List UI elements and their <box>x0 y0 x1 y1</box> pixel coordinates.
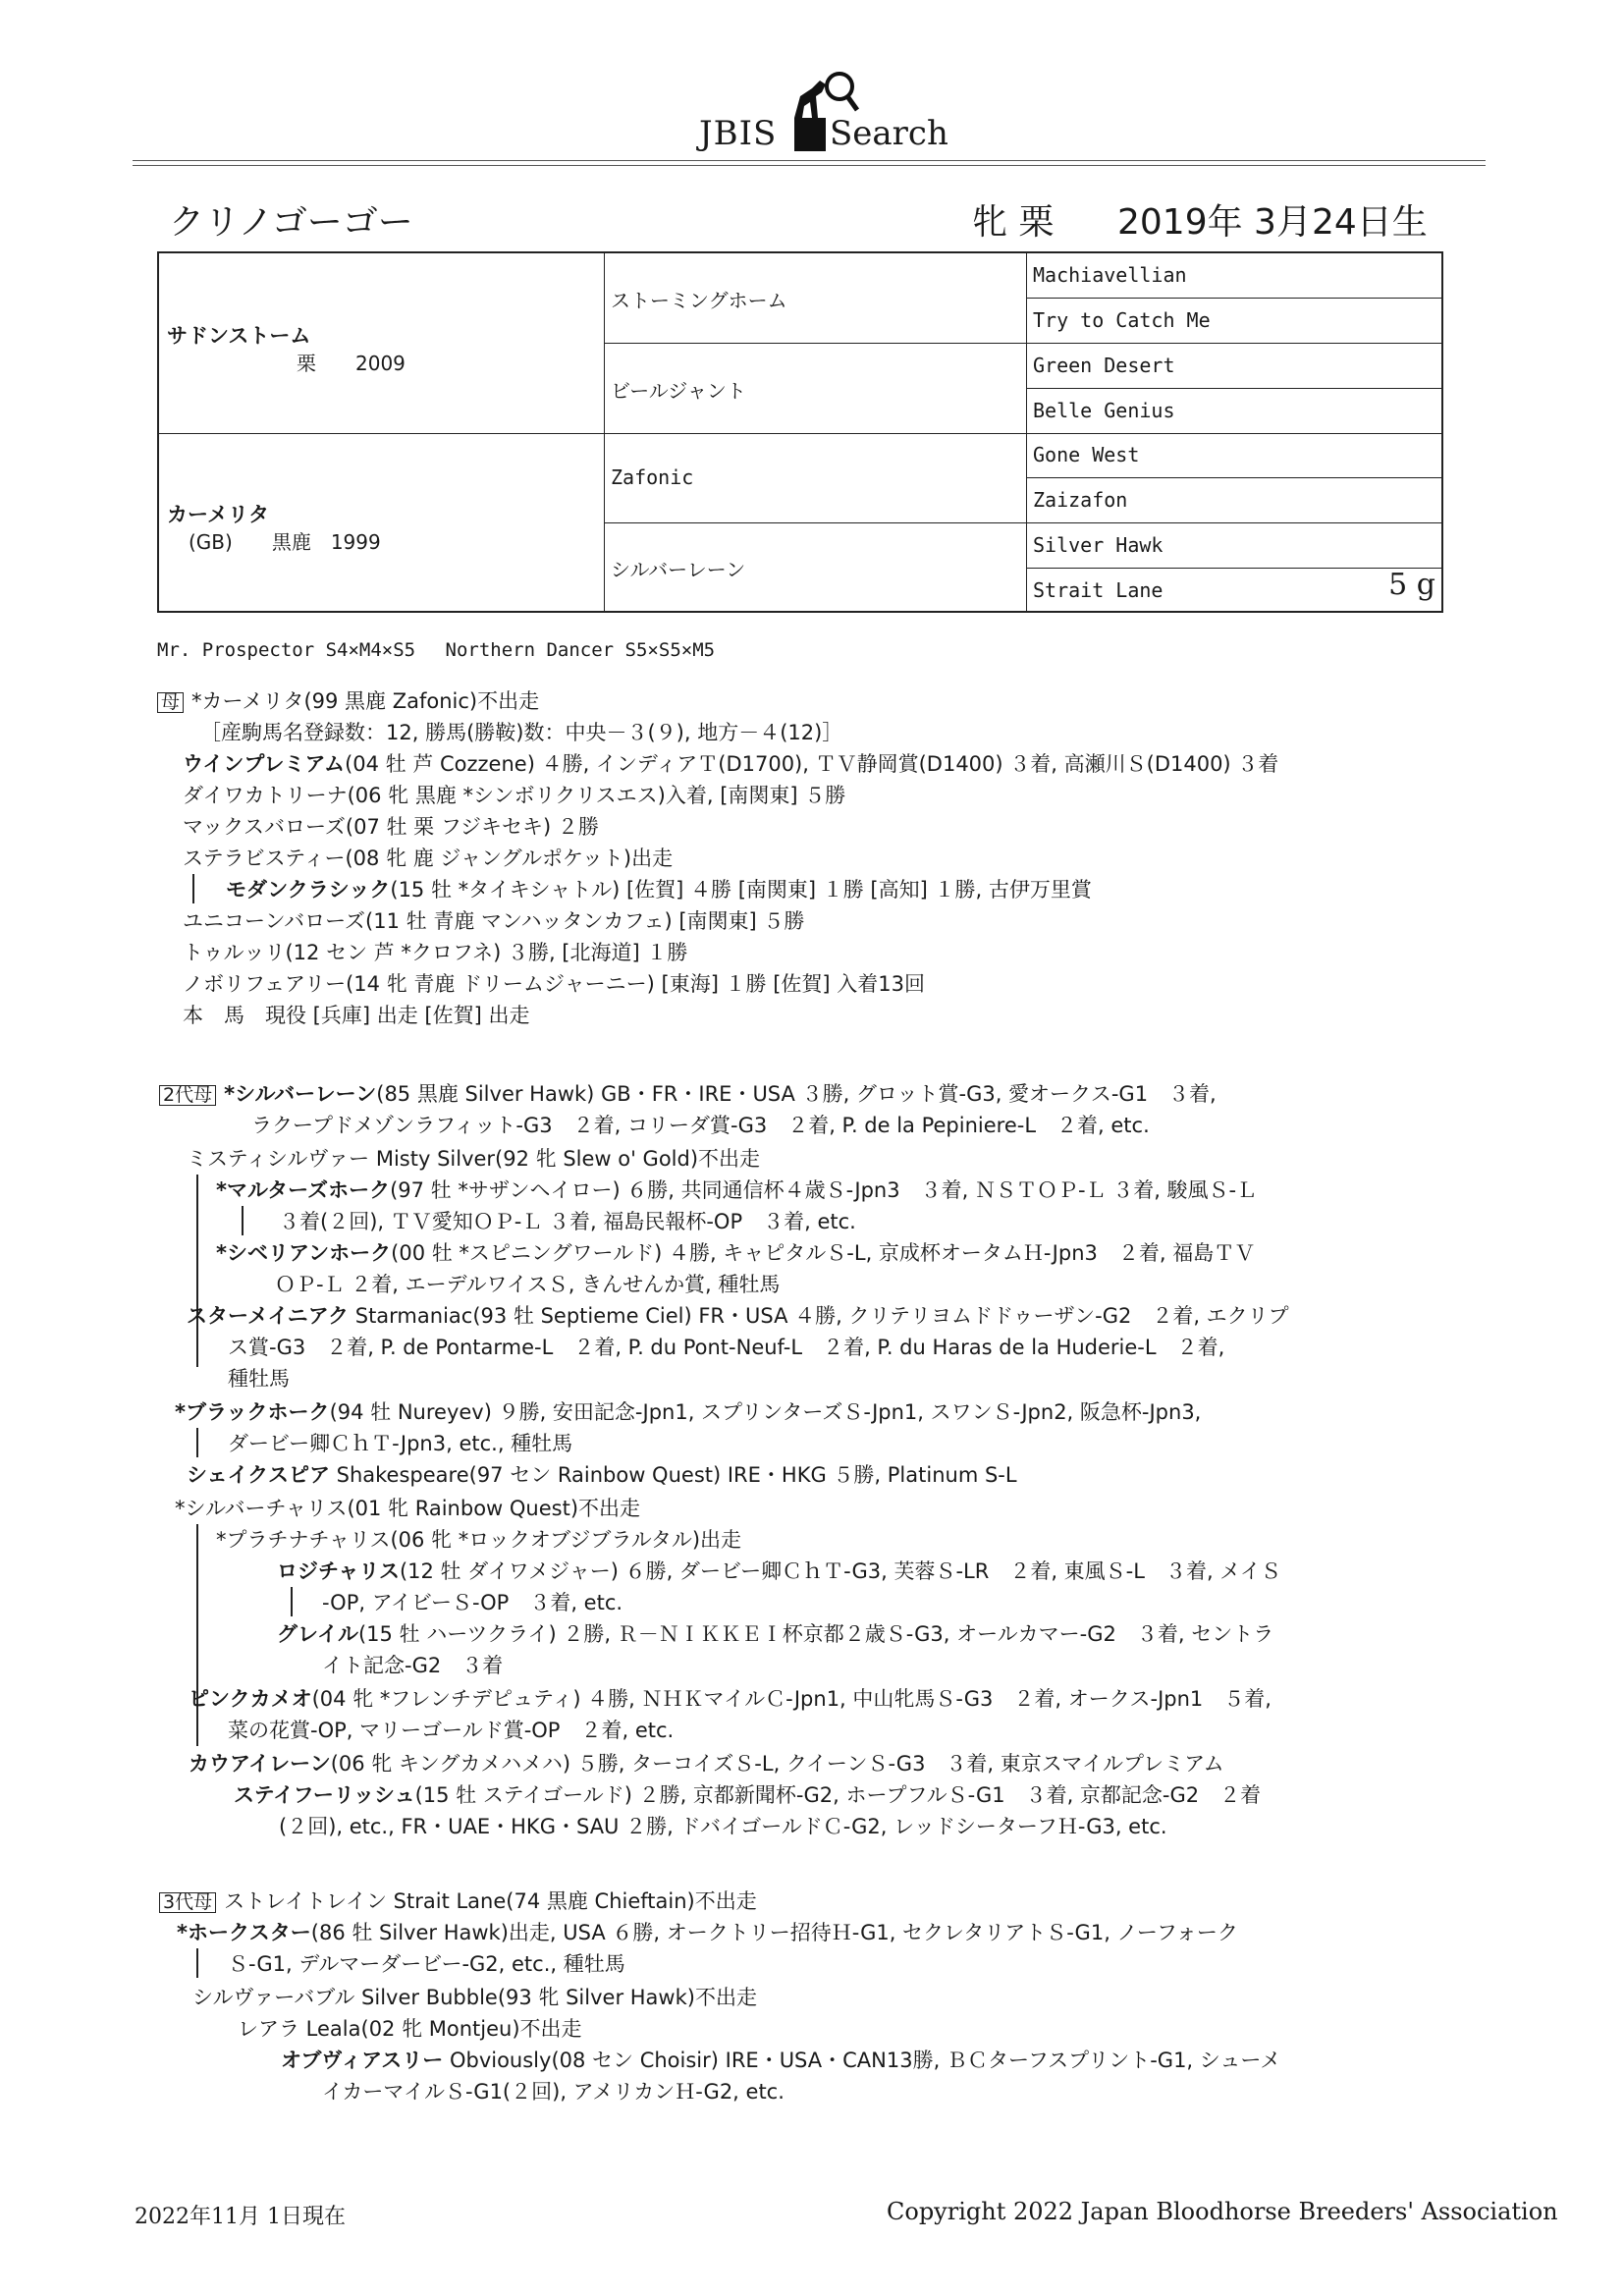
pedigree-divider <box>1026 477 1441 478</box>
descendant-name: *シベリアンホーク <box>216 1241 392 1265</box>
progeny-line: ステラビスティー(08 牝 鹿 ジャングルポケット)出走 <box>183 847 674 870</box>
descendant-line: シルヴァーバブル Silver Bubble(93 牝 Silver Hawk)不出走 <box>192 1986 757 2009</box>
descendant-name: シェイクスピア <box>187 1463 330 1487</box>
lineage-bar <box>196 1175 198 1367</box>
descendant-record: (94 牡 Nureyev) ９勝, 安田記念-Jpn1, スプリンターズＳ-Jpn1, スワンＳ-Jpn2, 阪急杯-Jpn3, <box>329 1400 1202 1424</box>
pedigree-gen3: Zaizafon <box>1033 488 1128 512</box>
descendant-record-cont: Ｓ-G1, デルマーダービー-G2, etc., 種牡馬 <box>228 1952 625 1976</box>
pedigree-note: 5 g <box>1388 568 1435 602</box>
descendant-record: (15 牡 ハーツクライ) ２勝, Ｒ－ＮＩＫＫＥＩ杯京都２歳Ｓ-G3, オールカマー-G2 ３着, セントラ <box>357 1622 1274 1646</box>
descendant-line <box>277 1561 1281 1582</box>
descendant-record: Obviously(08 セン Choisir) IRE・USA・CAN13勝, ＢＣターフスプリント-G1, シューメ <box>443 2049 1281 2072</box>
descendant-name: ロジチャリス <box>277 1559 400 1583</box>
sire-info: 栗 2009 <box>297 352 406 375</box>
descendant-name: *マルターズホーク <box>216 1178 391 1202</box>
descendant-name: スターメイニアク <box>187 1304 350 1328</box>
descendant-line: *プラチナチャリス(06 牝 *ロックオブジブラルタル)出走 <box>216 1528 742 1552</box>
second-dam-record: (85 黒鹿 Silver Hawk) GB・FR・IRE・USA ３勝, グロット賞-G3, 愛オークス-G1 ３着, <box>376 1082 1217 1106</box>
descendant-record: (06 牝 キングカメハメハ) ５勝, ターコイズＳ-L, クイーンＳ-G3 ３着, 東京スマイルプレミアム <box>330 1752 1224 1776</box>
third-dam-section <box>157 1887 1394 2123</box>
descendant-name: ステイフーリッシュ <box>234 1783 415 1807</box>
lineage-bar <box>291 1587 293 1616</box>
pedigree-divider <box>1026 298 1441 299</box>
progeny-line: ノボリフェアリー(14 牝 青鹿 ドリームジャーニー) [東海] １勝 [佐賀] 入着13回 <box>183 972 926 996</box>
descendant-line <box>175 1402 1201 1423</box>
progeny-line: ユニコーンバローズ(11 牡 青鹿 マンハッタンカフェ) [南関東] ５勝 <box>183 909 805 933</box>
lineage-bar <box>196 1715 198 1744</box>
dam-line <box>157 691 539 713</box>
descendant-record: Starmaniac(93 牡 Septieme Ciel) FR・USA ４勝, クリテリヨムドドゥーザン-G2 ２着, エクリプ <box>349 1304 1289 1328</box>
sire-name: サドンストーム <box>167 324 311 348</box>
pedigree-gen3: Green Desert <box>1033 354 1175 377</box>
third-dam-head <box>159 1891 757 1913</box>
dam-section <box>157 687 1394 1041</box>
descendant-line <box>234 1785 1261 1806</box>
descendant-record-cont: -OP, アイビーＳ-OP ３着, etc. <box>322 1591 623 1614</box>
progeny-record: (04 牡 芦 Cozzene) ４勝, インディアＴ(D1700), ＴＶ静岡賞(D1400) ３着, 高瀬川Ｓ(D1400) ３着 <box>345 752 1279 776</box>
descendant-line <box>277 1624 1273 1645</box>
descendant-name: カウアイレーン <box>189 1752 331 1776</box>
progeny-record: (15 牡 *タイキシャトル) [佐賀] ４勝 [南関東] １勝 [高知] １勝, 古伊万里賞 <box>390 878 1092 902</box>
descendant-record-cont: (２回), etc., FR・UAE・HKG・SAU ２勝, ドバイゴールドＣ-G2, レッドシーターフＨ-G3, etc. <box>279 1815 1167 1838</box>
pedigree-gen2: ビールジャント <box>611 379 746 403</box>
birth-date: 2019年 3月24日生 <box>1117 202 1428 243</box>
pedigree-divider <box>1026 568 1441 569</box>
pedigree-table <box>157 251 1443 613</box>
third-dam-text: ストレイトレイン Strait Lane(74 黒鹿 Chieftain)不出走 <box>224 1889 757 1913</box>
pedigree-gen3: Try to Catch Me <box>1033 308 1211 332</box>
lineage-bar <box>196 1524 198 1746</box>
pedigree-gen2: ストーミングホーム <box>611 289 787 312</box>
pedigree-gen3: Silver Hawk <box>1033 533 1164 557</box>
section-tag: 3代母 <box>159 1892 216 1913</box>
dam-stats: ［産駒馬名登録数：12, 勝馬(勝鞍)数：中央－３(９), 地方－４(12)］ <box>200 721 843 744</box>
dam-text: *カーメリタ(99 黒鹿 Zafonic)不出走 <box>191 689 540 713</box>
descendant-record-cont: 菜の花賞-OP, マリーゴールド賞-OP ２着, etc. <box>228 1719 675 1742</box>
lineage-bar <box>192 874 194 903</box>
descendant-record-cont: ダービー卿ＣｈＴ-Jpn3, etc., 種牡馬 <box>228 1432 573 1455</box>
copyright: Copyright 2022 Japan Bloodhorse Breeders' Association <box>887 2198 1558 2225</box>
section-tag: 母 <box>157 692 184 713</box>
descendant-line <box>189 1689 1272 1710</box>
pedigree-gen3: Belle Genius <box>1033 399 1175 422</box>
descendant-record: (97 牡 *サザンヘイロー) ６勝, 共同通信杯４歳Ｓ-Jpn3 ３着, ＮＳＴＯＰ-Ｌ ３着, 駿風Ｓ-Ｌ <box>390 1178 1258 1202</box>
descendant-name: *ブラックホーク <box>175 1400 330 1424</box>
descendant-line: レアラ Leala(02 牝 Montjeu)不出走 <box>238 2017 582 2041</box>
dam-name: カーメリタ <box>167 503 269 526</box>
lineage-bar <box>196 1948 198 1978</box>
descendant-name: グレイル <box>277 1622 358 1646</box>
logo-text-search: Search <box>830 114 948 153</box>
progeny-line: トゥルッリ(12 セン 芦 *クロフネ) ３勝, [北海道] １勝 <box>183 941 688 964</box>
descendant-record: Shakespeare(97 セン Rainbow Quest) IRE・HKG ５勝, Platinum S-L <box>329 1463 1017 1487</box>
progeny-line: 本 馬 現役 [兵庫] 出走 [佐賀] 出走 <box>183 1004 530 1027</box>
pedigree-divider <box>159 433 1441 434</box>
descendant-line: *シルバーチャリス(01 牝 Rainbow Quest)不出走 <box>175 1497 641 1520</box>
progeny-name: ウインプレミアム <box>183 752 346 776</box>
pedigree-gen2: シルバーレーン <box>611 558 746 581</box>
descendant-line <box>187 1465 1017 1486</box>
descendant-record: (15 牡 ステイゴールド) ２勝, 京都新聞杯-G2, ホープフルＳ-G1 ３着, 京都記念-G2 ２着 <box>414 1783 1262 1807</box>
as-of-date: 2022年11月 1日現在 <box>135 2205 346 2229</box>
descendant-record: (86 牡 Silver Hawk)出走, USA ６勝, オークトリー招待Ｈ-G1, セクレタリアトＳ-G1, ノーフォーク <box>310 1921 1238 1944</box>
inbreeding-line: Mr. Prospector S4×M4×S5 Northern Dancer S5×S5×M5 <box>157 639 716 661</box>
pedigree-gen3: Gone West <box>1033 443 1140 466</box>
header-rule-2 <box>133 165 1486 166</box>
descendant-name: オブヴィアスリー <box>281 2049 444 2072</box>
descendant-name: *ホークスター <box>177 1921 311 1944</box>
descendant-record: (12 牡 ダイワメジャー) ６勝, ダービー卿ＣｈＴ-G3, 芙蓉Ｓ-LR ２着, 東風Ｓ-L ３着, メイＳ <box>399 1559 1281 1583</box>
progeny-line <box>226 880 1092 901</box>
descendant-record: (04 牝 *フレンチデピュティ) ４勝, ＮＨＫマイルＣ-Jpn1, 中山牝馬Ｓ-G3 ２着, オークス-Jpn1 ５着, <box>311 1687 1272 1711</box>
descendant-record-cont: イト記念-G2 ３着 <box>322 1654 504 1677</box>
second-dam-section <box>157 1080 1394 1866</box>
descendant-line <box>216 1243 1255 1264</box>
second-dam-record-cont: ラクープドメゾンラフィット-G3 ２着, コリーダ賞-G3 ２着, P. de la Pepiniere-L ２着, etc. <box>251 1114 1150 1137</box>
progeny-line <box>183 754 1278 775</box>
horse-name: クリノゴーゴー <box>169 202 413 243</box>
descendant-name: ピンクカメオ <box>189 1687 312 1711</box>
descendant-line <box>189 1754 1224 1775</box>
logo-block <box>794 118 826 151</box>
pedigree-gen2: Zafonic <box>611 465 694 489</box>
progeny-line: マックスバローズ(07 牡 栗 フジキセキ) ２勝 <box>183 815 599 839</box>
descendant-line <box>177 1923 1238 1943</box>
pedigree-divider <box>1026 388 1441 389</box>
pedigree-divider <box>604 522 1441 523</box>
descendant-record-cont: ＯＰ-Ｌ ２着, エーデルワイスＳ, きんせんか賞, 種牡馬 <box>275 1273 781 1296</box>
progeny-line: ダイワカトリーナ(06 牝 黒鹿 *シンボリクリスエス)入着, [南関東] ５勝 <box>183 784 846 807</box>
descendant-record-cont: ３着(２回), ＴＶ愛知ＯＰ-Ｌ ３着, 福島民報杯-OP ３着, etc. <box>279 1210 856 1233</box>
dam-info: (GB) 黒鹿 1999 <box>189 530 381 554</box>
sex-color: 牝 栗 <box>972 202 1055 243</box>
pedigree-divider <box>604 343 1441 344</box>
pedigree-gen3: Strait Lane <box>1033 578 1164 602</box>
descendant-record-cont: イカーマイルＳ-G1(２回), アメリカンＨ-G2, etc. <box>322 2080 785 2104</box>
progeny-name: モダンクラシック <box>226 878 391 902</box>
header-rule <box>133 160 1486 161</box>
second-dam-head <box>159 1084 1217 1106</box>
descendant-line <box>187 1306 1289 1327</box>
descendant-record: (00 牡 *スピニングワールド) ４勝, キャピタルＳ-L, 京成杯オータムＨ-Jpn3 ２着, 福島ＴＶ <box>391 1241 1256 1265</box>
logo-text-jbis: JBIS <box>699 114 778 153</box>
pedigree-divider <box>1026 253 1027 611</box>
descendant-record-cont: ス賞-G3 ２着, P. de Pontarme-L ２着, P. du Pont-Neuf-L ２着, P. du Haras de la Huderie-L ２着, <box>228 1336 1225 1359</box>
second-dam-name: *シルバーレーン <box>224 1082 377 1106</box>
lineage-bar <box>196 1428 198 1457</box>
section-tag: 2代母 <box>159 1085 216 1106</box>
pedigree-gen3: Machiavellian <box>1033 263 1187 287</box>
lineage-bar <box>242 1206 244 1235</box>
descendant-line <box>281 2050 1280 2071</box>
pedigree-divider <box>604 253 605 611</box>
descendant-line <box>216 1180 1257 1201</box>
descendant-line: ミスティシルヴァー Misty Silver(92 牝 Slew o' Gold)不出走 <box>187 1147 761 1171</box>
descendant-record-cont: 種牡馬 <box>228 1367 290 1391</box>
jbis-search-logo <box>699 61 948 159</box>
